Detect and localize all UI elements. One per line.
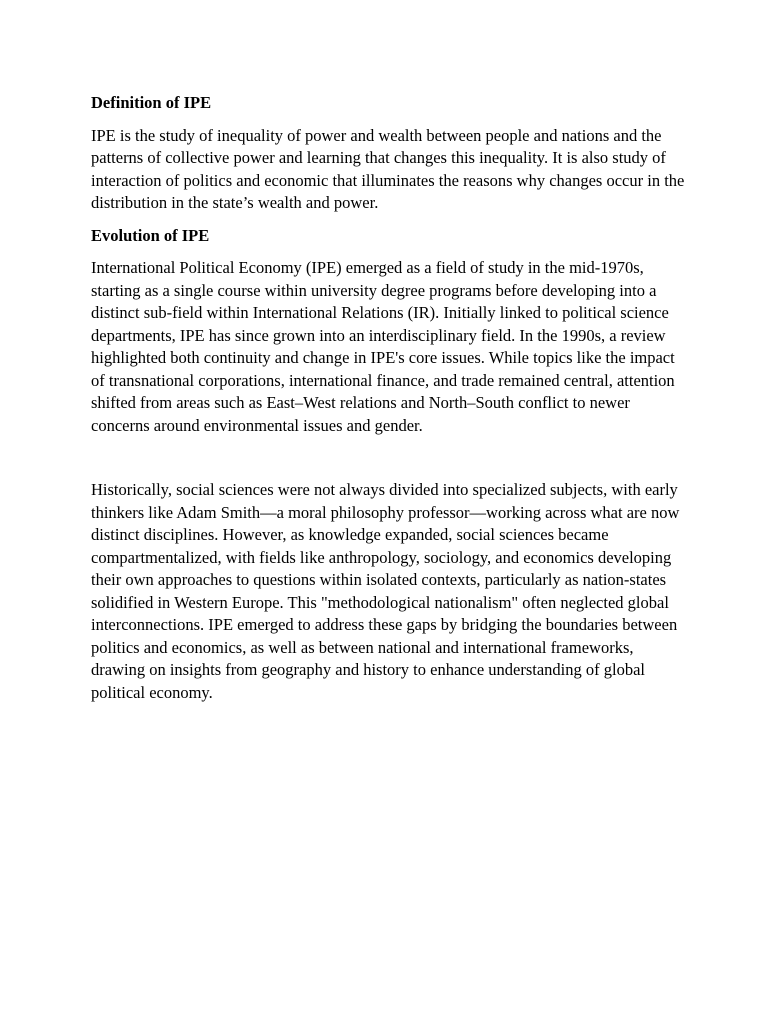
section-heading-definition: Definition of IPE — [91, 93, 212, 112]
closing-paragraph: Historically, social sciences were not always divided into specialized subjects, with early thinkers like Adam Smith—a moral philosophy professor—working across what are now distinct disciplines. However, as knowledge expanded, social sciences became compartmentalized, with fields like anthropology, sociology, and economics developing their own approaches to questions within isolated contexts, particularly as nation-states solidified in Western Europe. This "methodological nationalism" often neglected global interconnections. IPE emerged to address these gaps by bridging the boundaries between politics and economics, as well as between national and international frameworks, drawing on insights from geography and history to enhance understanding of global political economy. — [91, 480, 680, 702]
section-paragraph-definition: IPE is the study of inequality of power and wealth between people and nations and the patterns of collective power and learning that changes this inequality. It is also study of interaction of politics and economic that illuminates the reasons why changes occur in the distribution in the state’s wealth and power. — [91, 125, 685, 212]
document-body — [91, 92, 687, 704]
section-paragraph-evolution: International Political Economy (IPE) emerged as a field of study in the mid-1970s, starting as a single course within university degree programs before developing into a distinct sub-field within International Relations (IR). Initially linked to political science departments, IPE has since grown into an interdisciplinary field. In the 1990s, a review highlighted both continuity and change in IPE's core issues. While topics like the impact of transnational corporations, international finance, and trade remained central, attention shifted from areas such as East–West relations and North–South conflict to newer concerns around environmental issues and gender. — [91, 258, 675, 435]
paragraph-spacer — [91, 437, 687, 479]
section-heading-evolution: Evolution of IPE — [91, 225, 210, 245]
